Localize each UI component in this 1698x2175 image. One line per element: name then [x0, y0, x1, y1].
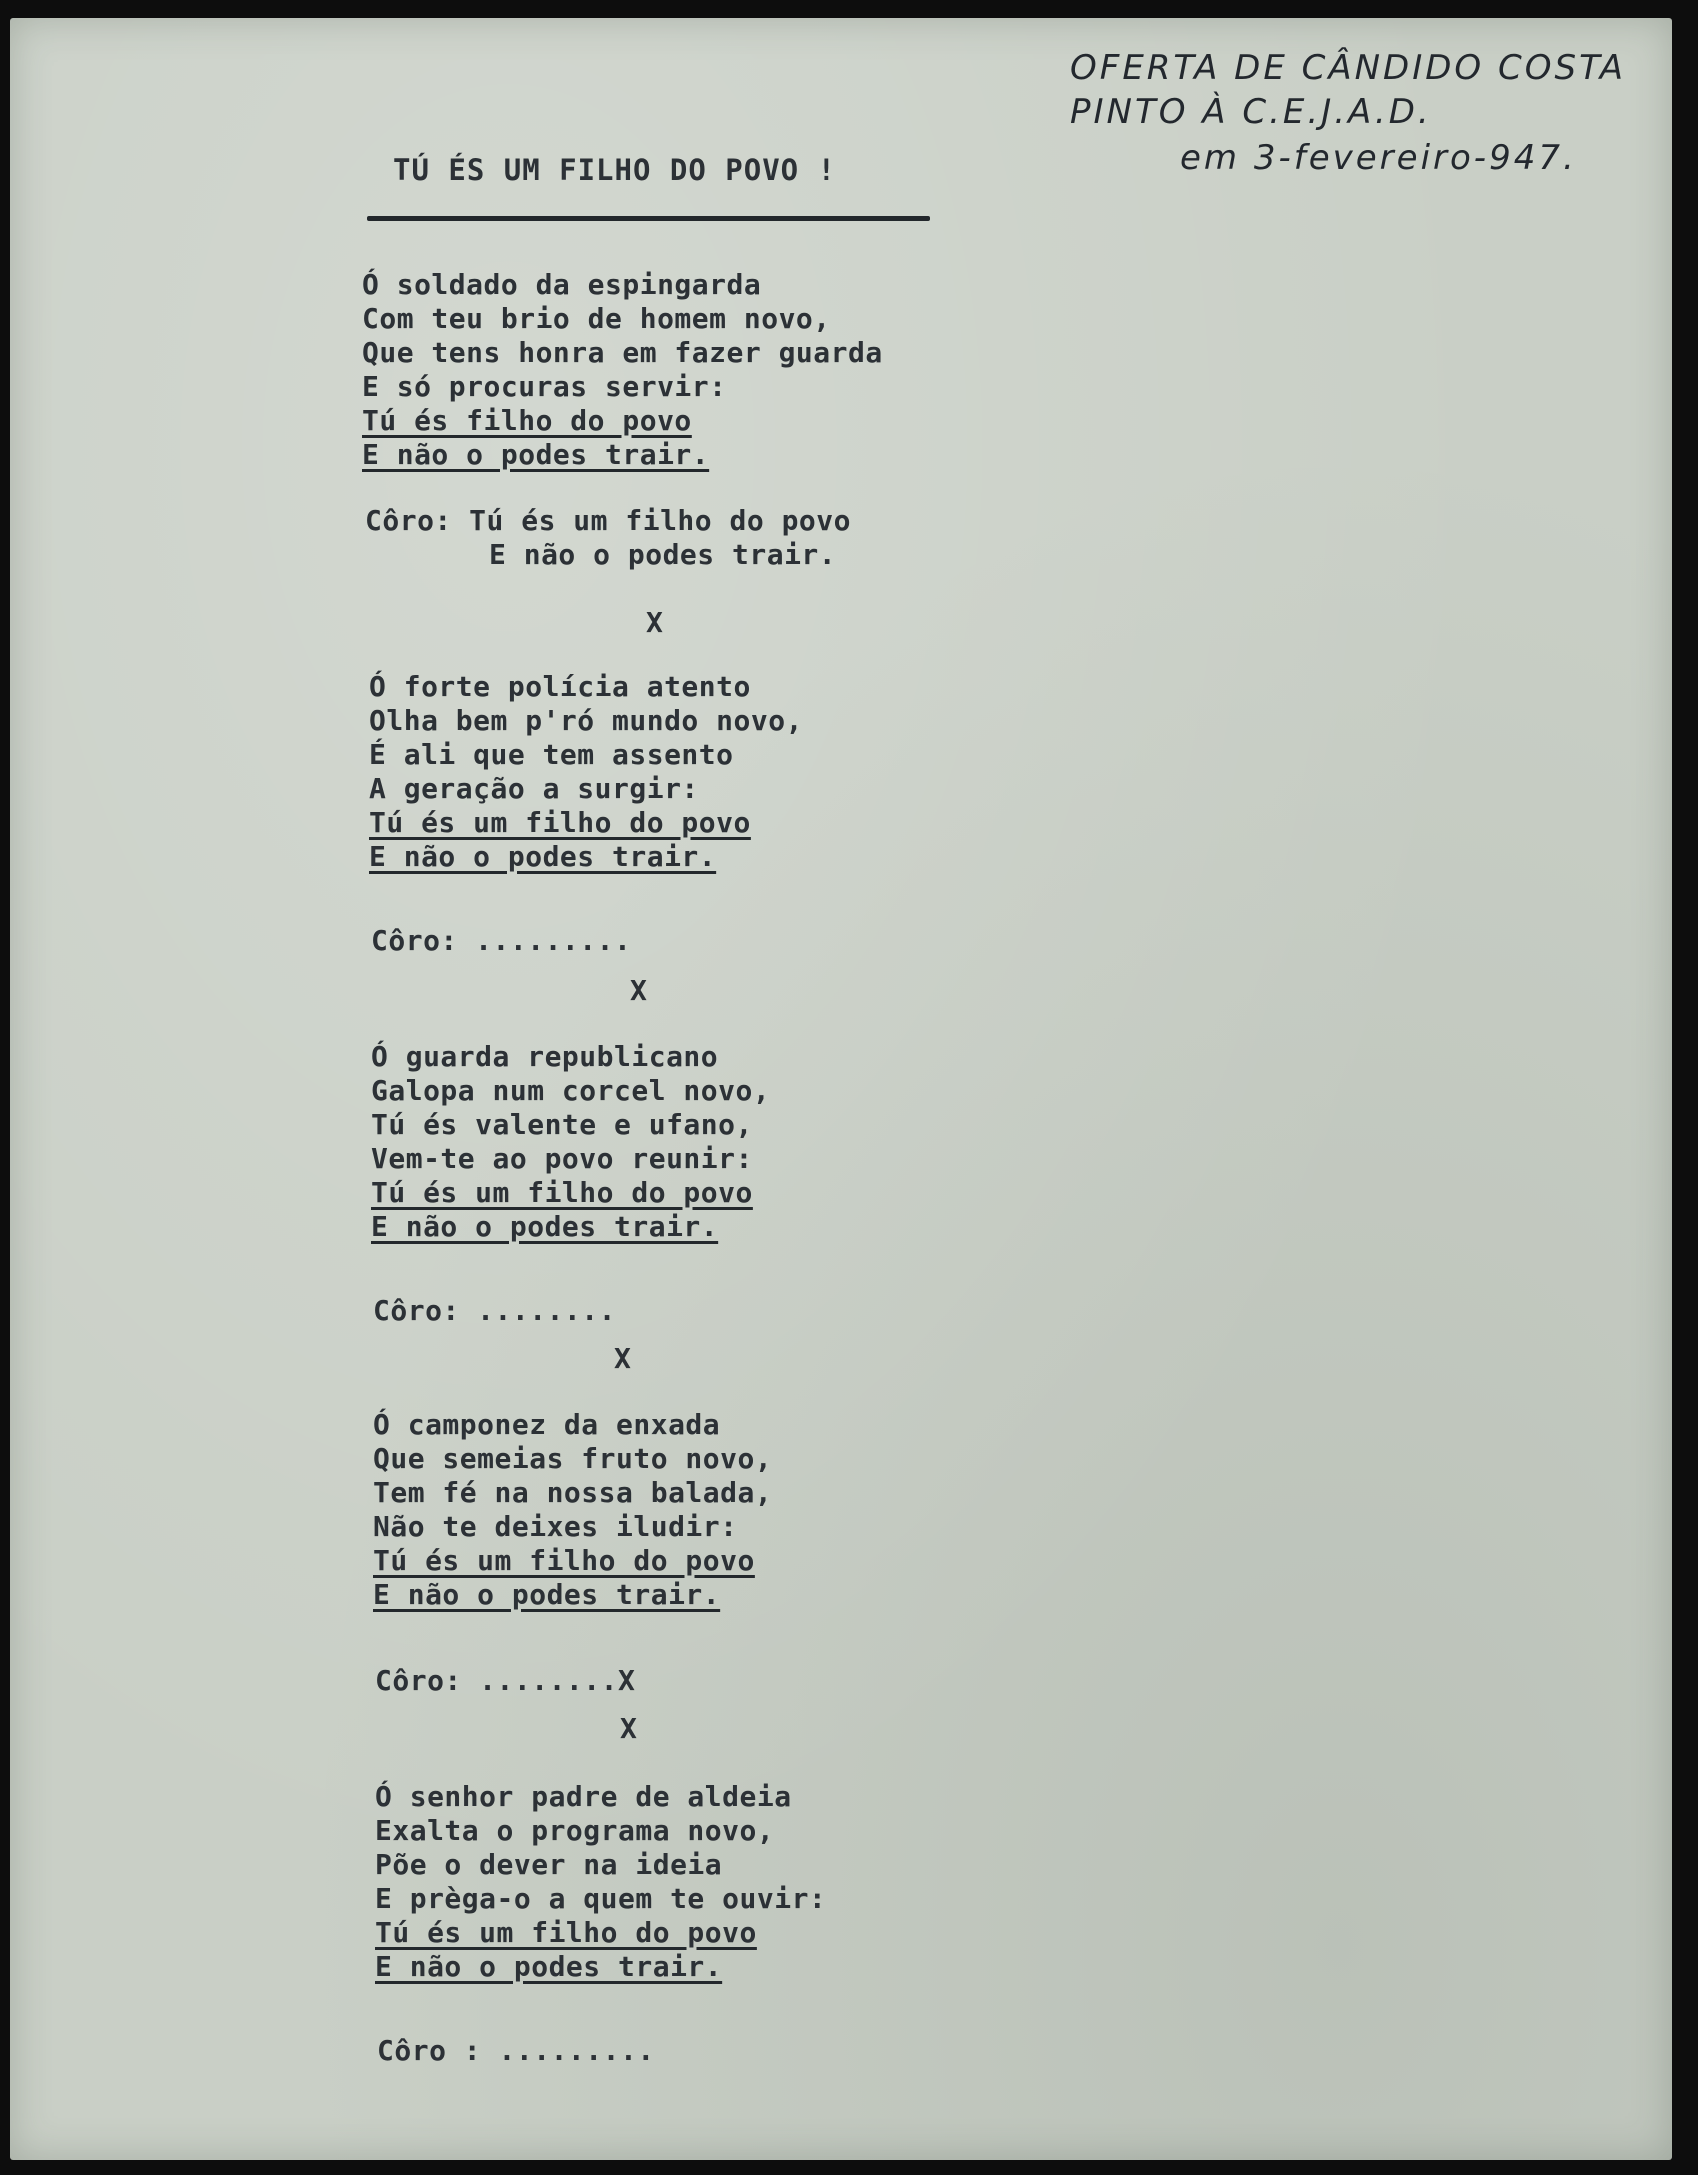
- choro-line: E não o podes trair.: [489, 538, 837, 571]
- note-line-1: OFERTA DE CÂNDIDO COSTA: [1070, 48, 1626, 88]
- verse-line: É ali que tem assento: [369, 738, 734, 771]
- refrain-line: Tú és filho do povo: [362, 404, 692, 437]
- separator-x: X: [620, 1712, 638, 1745]
- paper-sheet: [10, 18, 1672, 2160]
- choro-line: Côro : .........: [377, 2034, 655, 2067]
- verse-line: Ó camponez da enxada: [373, 1408, 721, 1441]
- refrain-line: E não o podes trair.: [369, 840, 717, 873]
- verse-line: Ó senhor padre de aldeia: [375, 1780, 792, 1813]
- refrain-line: Tú és um filho do povo: [371, 1176, 753, 1209]
- verse-line: Ó forte polícia atento: [369, 670, 751, 703]
- stanza-2: [369, 670, 803, 874]
- note-line-3: em 3-fevereiro-947.: [1180, 138, 1577, 178]
- stanza-3: [371, 1040, 770, 1244]
- verse-line: Ó soldado da espingarda: [362, 268, 762, 301]
- separator-x: X: [646, 606, 664, 639]
- verse-line: Ó guarda republicano: [371, 1040, 719, 1073]
- choro-4: [375, 1664, 635, 1698]
- verse-line: Galopa num corcel novo,: [371, 1074, 771, 1107]
- refrain-line: Tú és um filho do povo: [375, 1916, 757, 1949]
- verse-line: Que tens honra em fazer guarda: [362, 336, 883, 369]
- stanza-1: [362, 268, 883, 472]
- verse-line: Vem-te ao povo reunir:: [371, 1142, 753, 1175]
- stanza-4: [373, 1408, 772, 1612]
- choro-3: [373, 1294, 616, 1328]
- separator-x: X: [630, 974, 648, 1007]
- choro-5: [377, 2034, 655, 2068]
- verse-line: E prèga-o a quem te ouvir:: [375, 1882, 827, 1915]
- verse-line: Olha bem p'ró mundo novo,: [369, 704, 803, 737]
- verse-line: Que semeias fruto novo,: [373, 1442, 773, 1475]
- verse-line: Com teu brio de homem novo,: [362, 302, 831, 335]
- verse-line: Põe o dever na ideia: [375, 1848, 723, 1881]
- refrain-line: E não o podes trair.: [373, 1578, 721, 1611]
- poem-title: TÚ ÉS UM FILHO DO POVO !: [393, 153, 837, 187]
- refrain-line: Tú és um filho do povo: [373, 1544, 755, 1577]
- choro-2: [371, 924, 631, 958]
- verse-line: Tú és valente e ufano,: [371, 1108, 753, 1141]
- note-line-2: PINTO À C.E.J.A.D.: [1070, 92, 1432, 132]
- choro-1: [365, 504, 851, 572]
- choro-line: Côro: ........X: [375, 1664, 636, 1697]
- refrain-line: E não o podes trair.: [375, 1950, 723, 1983]
- refrain-line: E não o podes trair.: [362, 438, 710, 471]
- verse-line: E só procuras servir:: [362, 370, 727, 403]
- verse-line: Não te deixes iludir:: [373, 1510, 738, 1543]
- choro-line: Côro: ........: [373, 1294, 617, 1327]
- refrain-line: Tú és um filho do povo: [369, 806, 751, 839]
- verse-line: A geração a surgir:: [369, 772, 699, 805]
- verse-line: Tem fé na nossa balada,: [373, 1476, 773, 1509]
- verse-line: Exalta o programa novo,: [375, 1814, 775, 1847]
- handwritten-note: [1070, 48, 1626, 178]
- choro-line: Côro: Tú és um filho do povo: [365, 504, 852, 537]
- stanza-5: [375, 1780, 826, 1984]
- choro-line: Côro: .........: [371, 924, 632, 957]
- separator-x: X: [614, 1342, 632, 1375]
- refrain-line: E não o podes trair.: [371, 1210, 719, 1243]
- title-underline: [367, 216, 930, 221]
